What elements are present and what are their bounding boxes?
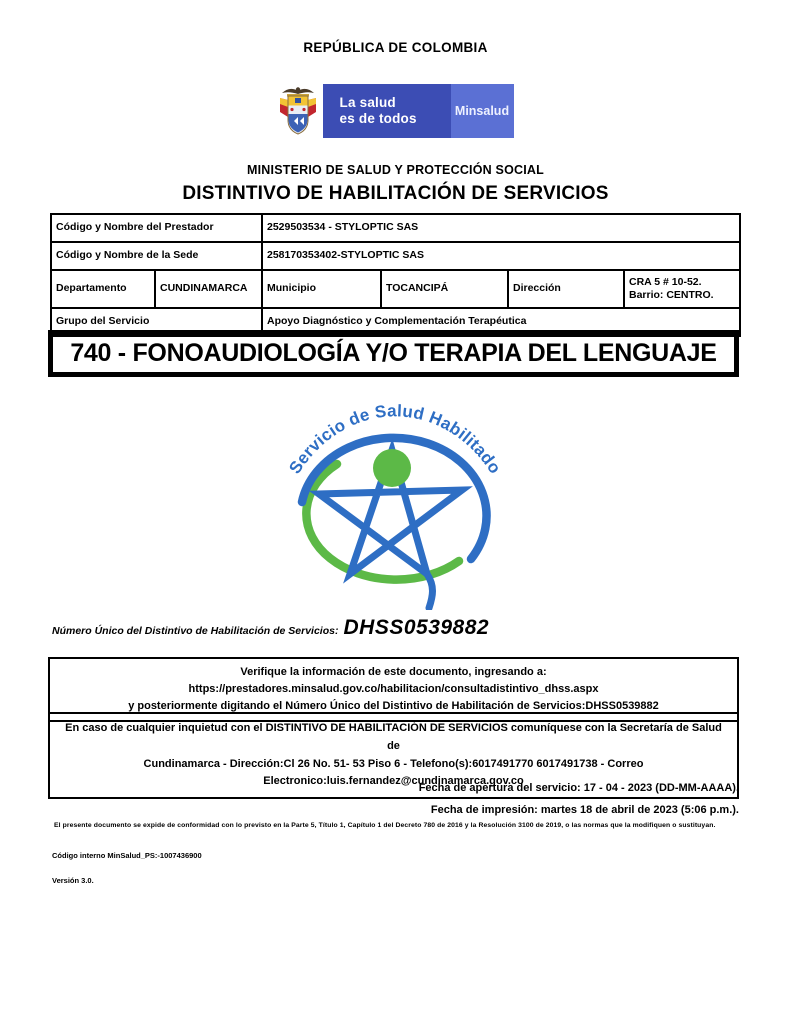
municipio-label: Municipio (262, 270, 381, 308)
emblem-figure-tail (427, 574, 433, 608)
slogan-line1: La salud (339, 95, 396, 111)
minsalud-brand-box (451, 84, 514, 138)
habilitado-emblem-icon (277, 390, 515, 610)
ministry-title: MINISTERIO DE SALUD Y PROTECCIÓN SOCIAL (247, 163, 544, 177)
emblem-head (373, 449, 411, 487)
unique-number-label: Número Único del Distintivo de Habilitación de Servicios: (52, 625, 339, 637)
minsalud-brand-label: Minsalud (454, 104, 510, 118)
service-opening-date: Fecha de apertura del servicio: 17 - 04 - 2023 (DD-MM-AAAA). (418, 782, 739, 794)
contact-line3: Electronico:luis.fernandez@cundinamarca.gov.co (263, 775, 524, 788)
verification-line1: Verifique la información de este documento, ingresando a: https://prestadores.minsalud.gov.co/habilitacion/consultadistintivo_dhss.aspx (188, 666, 599, 696)
internal-code: Código interno MinSalud_PS:-1007436900 (52, 851, 202, 860)
verification-line2: y posteriormente digitando el Número Único del Distintivo de Habilitación de Servicios:DHSS0539882 (128, 700, 659, 713)
service-banner: 740 - FONOAUDIOLOGÍA Y/O TERAPIA DEL LENGUAJE (48, 330, 739, 377)
print-date: Fecha de impresión: martes 18 de abril de 2023 (5:06 p.m.). (430, 804, 739, 816)
table-row (51, 242, 740, 270)
direccion-label: Dirección (508, 270, 624, 308)
municipio-value: TOCANCIPÁ (381, 270, 508, 308)
unique-number-value: DHSS0539882 (343, 616, 490, 639)
unique-number-line (52, 616, 489, 640)
slogan-line2: es de todos (339, 111, 417, 126)
grupo-value: Apoyo Diagnóstico y Complementación Terapéutica (262, 308, 740, 336)
direccion-value: CRA 5 # 10-52. Barrio: CENTRO. (624, 270, 740, 308)
contact-line2: Cundinamarca - Dirección:Cl 26 No. 51- 53 Piso 6 - Telefono(s):6017491770 6017491738 - Correo (143, 757, 644, 770)
contact-line1: En caso de cualquier inquietud con el DISTINTIVO DE HABILITACIÓN DE SERVICIOS comuníquese con la Secretaría de Salud de (65, 722, 722, 752)
minsalud-logo (0, 84, 791, 138)
colombia-coat-of-arms-icon (278, 85, 318, 137)
republic-title: REPÚBLICA DE COLOMBIA (303, 40, 488, 55)
minsalud-slogan-box (323, 84, 451, 138)
document-title: DISTINTIVO DE HABILITACIÓN DE SERVICIOS (182, 183, 609, 204)
table-row (51, 214, 740, 242)
legal-note: El presente documento se expide de conformidad con lo previsto en la Parte 5, Título 1, Capítulo 1 del Decreto 780 de 2016 y la Resolución 3100 de 2019, o las normas que la modifiquen o sustituyan. (54, 822, 716, 829)
table-row (51, 270, 740, 308)
grupo-label: Grupo del Servicio (51, 308, 262, 336)
departamento-label: Departamento (51, 270, 155, 308)
sede-value: 258170353402-STYLOPTIC SAS (262, 242, 740, 270)
version-label: Versión 3.0. (52, 876, 94, 885)
departamento-value: CUNDINAMARCA (155, 270, 262, 308)
emblem-arc-text: Servicio de Salud Habilitado (285, 401, 505, 478)
prestador-value: 2529503534 - STYLOPTIC SAS (262, 214, 740, 242)
prestador-label: Código y Nombre del Prestador (51, 214, 262, 242)
provider-info-table (50, 213, 741, 337)
sede-label: Código y Nombre de la Sede (51, 242, 262, 270)
